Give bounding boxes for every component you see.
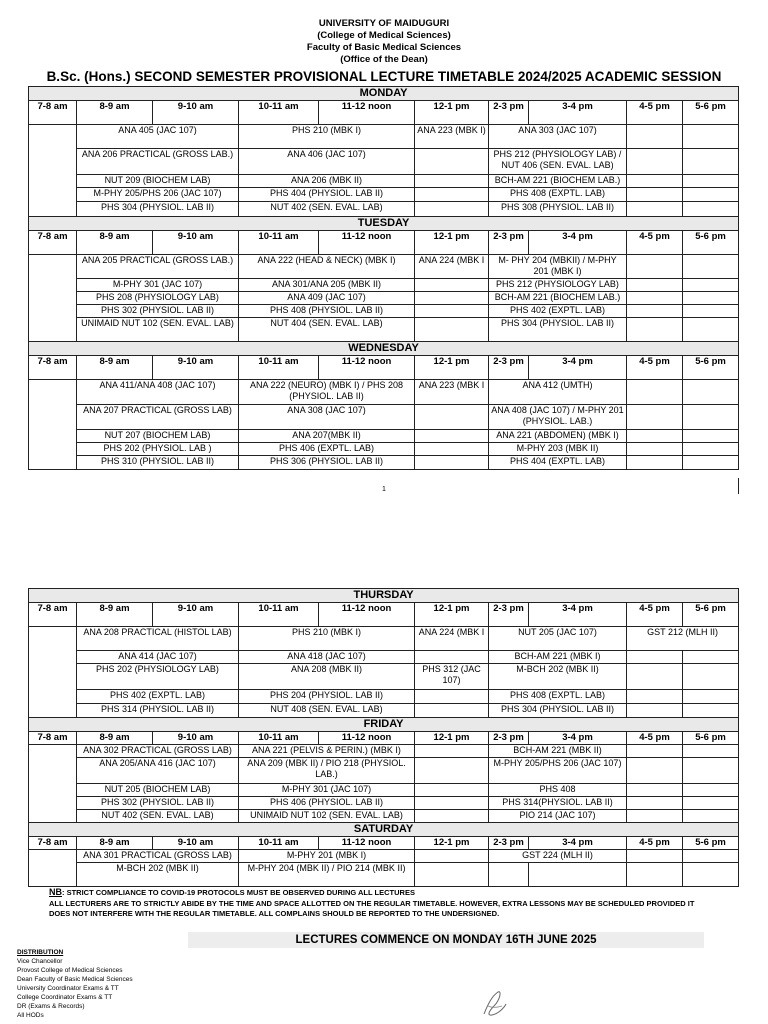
empty-cell [627,305,683,318]
day-tuesday: TUESDAY [29,217,739,231]
class-cell: PHS 212 (PHYSIOLOGY LAB) [489,279,627,292]
empty-cell [415,850,489,863]
empty-cell [627,443,683,456]
slot-header: 11-12 noon [319,101,415,125]
class-cell: PHS 308 (PHYSIOL. LAB II) [489,202,627,217]
empty-cell [627,292,683,305]
class-cell: PHS 302 (PHYSIOL. LAB II) [77,305,239,318]
class-cell: PHS 210 (MBK I) [239,125,415,149]
slot-header: 2-3 pm [489,231,529,255]
empty-cell [683,292,739,305]
class-cell: BCH-AM 221 (MBK II) [489,745,627,758]
slot-header: 5-6 pm [683,732,739,745]
class-cell: GST 212 (MLH II) [627,627,739,651]
distribution-item: DR (Exams & Records) [17,1003,85,1010]
slot-header: 2-3 pm [489,732,529,745]
class-cell: ANA 208 (MBK II) [239,664,415,690]
class-cell: M-PHY 301 (JAC 107) [239,784,415,797]
slot-header: 7-8 am [29,101,77,125]
header-line: UNIVERSITY OF MAIDUGURI [318,18,450,29]
empty-cell [683,456,739,470]
class-cell: ANA 408 (JAC 107) / M-PHY 201 (PHYSIOL. LAB.) [489,405,627,430]
class-cell: ANA 301 PRACTICAL (GROSS LAB) [77,850,239,863]
class-cell: ANA 221 (ABDOMEN) (MBK I) [489,430,627,443]
empty-cell [627,810,683,823]
slot-header: 12-1 pm [415,231,489,255]
empty-cell [627,651,683,664]
slot-header: 8-9 am [77,101,153,125]
empty-cell [627,430,683,443]
slot-header: 5-6 pm [683,231,739,255]
empty-cell [683,149,739,175]
empty-cell [683,202,739,217]
empty-cell [683,651,739,664]
empty-cell [683,430,739,443]
empty-cell [627,188,683,202]
empty-cell [415,430,489,443]
empty-cell [683,863,739,887]
empty-cell [627,279,683,292]
class-cell: ANA 208 PRACTICAL (HISTOL LAB) [77,627,239,651]
class-cell: M-PHY 203 (MBK II) [489,443,627,456]
empty-cell [627,850,683,863]
distribution-item: College Coordinator Exams & TT [17,994,113,1001]
class-cell: ANA 409 (JAC 107) [239,292,415,305]
class-cell: M-PHY 204 (MBK II) / PIO 214 (MBK II) [239,863,415,887]
slot-header: 5-6 pm [683,101,739,125]
slot-header: 4-5 pm [627,837,683,850]
distribution-list [17,948,133,1020]
class-cell: ANA 412 (UMTH) [489,380,627,405]
class-cell: PHS 312 (JAC 107) [415,664,489,690]
slot-header: 4-5 pm [627,356,683,380]
class-cell: ANA 205/ANA 416 (JAC 107) [77,758,239,784]
class-cell: NUT 205 (BIOCHEM LAB) [77,784,239,797]
slot-header: 12-1 pm [415,732,489,745]
empty-cell [683,797,739,810]
class-cell: PHS 310 (PHYSIOL. LAB II) [77,456,239,470]
class-cell: NUT 402 (SEN. EVAL. LAB) [239,202,415,217]
class-cell: M- PHY 204 (MBKII) / M-PHY 201 (MBK I) [489,255,627,279]
class-cell: PHS 304 (PHYSIOL. LAB II) [489,704,627,718]
empty-cell [683,255,739,279]
empty-cell [29,745,77,823]
empty-cell [415,651,489,664]
day-wednesday: WEDNESDAY [29,342,739,356]
class-cell: PHS 408 (EXPTL. LAB) [489,188,627,202]
empty-cell [29,255,77,342]
class-cell: ANA 207 PRACTICAL (GROSS LAB) [77,405,239,430]
empty-cell [415,188,489,202]
empty-cell [415,797,489,810]
class-cell: ANA 302 PRACTICAL (GROSS LAB) [77,745,239,758]
slot-header: 4-5 pm [627,603,683,627]
slot-header: 2-3 pm [489,101,529,125]
slot-header: 2-3 pm [489,603,529,627]
slot-header: 9-10 am [153,101,239,125]
notes-block [49,887,709,920]
empty-cell [627,125,683,149]
class-cell: PHS 406 (EXPTL. LAB) [239,443,415,456]
empty-cell [627,690,683,704]
class-cell: ANA 308 (JAC 107) [239,405,415,430]
empty-cell [683,704,739,718]
empty-cell [415,456,489,470]
empty-cell [627,863,683,887]
day-friday: FRIDAY [29,718,739,732]
slot-header: 12-1 pm [415,603,489,627]
class-cell: NUT 207 (BIOCHEM LAB) [77,430,239,443]
class-cell: PHS 408 [489,784,627,797]
slot-header: 12-1 pm [415,837,489,850]
class-cell: M-PHY 201 (MBK I) [239,850,415,863]
class-cell: PHS 408 (PHYSIOL. LAB II) [239,305,415,318]
slot-header: 10-11 am [239,101,319,125]
slot-header: 3-4 pm [529,356,627,380]
slot-header: 3-4 pm [529,101,627,125]
class-cell: ANA 207(MBK II) [239,430,415,443]
slot-header: 9-10 am [153,732,239,745]
empty-cell [683,188,739,202]
empty-cell [29,125,77,217]
class-cell: PHS 208 (PHYSIOLOGY LAB) [77,292,239,305]
empty-cell [627,202,683,217]
slot-header: 10-11 am [239,356,319,380]
slot-header: 8-9 am [77,356,153,380]
slot-header: 12-1 pm [415,101,489,125]
empty-cell [627,758,683,784]
class-cell: ANA 222 (HEAD & NECK) (MBK I) [239,255,415,279]
distribution-item: Vice Chancellor [17,958,63,965]
distribution-item: University Coordinator Exams & TT [17,985,119,992]
empty-cell [415,175,489,188]
slot-header: 5-6 pm [683,837,739,850]
empty-cell [415,745,489,758]
class-cell: ANA 206 PRACTICAL (GROSS LAB.) [77,149,239,175]
slot-header: 11-12 noon [319,356,415,380]
class-cell: UNIMAID NUT 102 (SEN. EVAL. LAB) [239,810,415,823]
slot-header: 8-9 am [77,603,153,627]
class-cell: BCH-AM 221 (BIOCHEM LAB.) [489,292,627,305]
empty-cell [29,380,77,470]
class-cell: ANA 223 (MBK I) [415,125,489,149]
class-cell: ANA 224 (MBK I [415,255,489,279]
empty-cell [627,255,683,279]
empty-cell [683,443,739,456]
empty-cell [683,305,739,318]
class-cell: PHS 202 (PHYSIOL. LAB ) [77,443,239,456]
empty-cell [415,443,489,456]
note-text: : STRICT COMPLIANCE TO COVID-19 PROTOCOLS MUST BE OBSERVED DURING ALL LECTURES [62,888,415,897]
slot-header: 8-9 am [77,732,153,745]
class-cell: ANA 414 (JAC 107) [77,651,239,664]
empty-cell [627,784,683,797]
slot-header: 9-10 am [153,603,239,627]
empty-cell [683,380,739,405]
slot-header: 8-9 am [77,837,153,850]
empty-cell [627,318,683,342]
empty-cell [683,690,739,704]
empty-cell [683,745,739,758]
distribution-item: Provost College of Medical Sciences [17,967,123,974]
slot-header: 11-12 noon [319,837,415,850]
slot-header: 10-11 am [239,837,319,850]
class-cell: NUT 404 (SEN. EVAL. LAB) [239,318,415,342]
class-cell: PIO 214 (JAC 107) [489,810,627,823]
slot-header: 9-10 am [153,231,239,255]
slot-header: 7-8 am [29,231,77,255]
distribution-item: Dean Faculty of Basic Medical Sciences [17,976,133,983]
empty-cell [627,797,683,810]
header-line: Faculty of Basic Medical Sciences [306,42,462,53]
slot-header: 7-8 am [29,603,77,627]
class-cell: NUT 209 (BIOCHEM LAB) [77,175,239,188]
class-cell: ANA 224 (MBK I [415,627,489,651]
note-text: ALL LECTURERS ARE TO STRICTLY ABIDE BY THE TIME AND SPACE ALLOTTED ON THE REGULAR TIMETABLE. HOWEVER, EXTRA LESSONS MAY BE SCHEDULED PROVIDED IT DOES NOT INTERFERE WITH THE REGULAR TIMETABLE. ALL COMPLAINS SHOULD BE REPORTED TO THE UNDERSIGNED. [49,898,695,918]
slot-header: 2-3 pm [489,837,529,850]
empty-cell [627,664,683,690]
class-cell: PHS 408 (EXPTL. LAB) [489,690,627,704]
class-cell: PHS 304 (PHYSIOL. LAB II) [77,202,239,217]
empty-cell [627,745,683,758]
class-cell: ANA 206 (MBK II) [239,175,415,188]
day-thursday: THURSDAY [29,589,739,603]
day-saturday: SATURDAY [29,823,739,837]
empty-cell [415,704,489,718]
class-cell: M-PHY 205/PHS 206 (JAC 107) [77,188,239,202]
empty-cell [489,863,529,887]
empty-cell [415,405,489,430]
empty-cell [29,850,77,887]
slot-header: 4-5 pm [627,101,683,125]
slot-header: 10-11 am [239,603,319,627]
page-number: 1 [382,486,386,493]
page-title: B.Sc. (Hons.) SECOND SEMESTER PROVISIONAL LECTURE TIMETABLE 2024/2025 ACADEMIC SESSION [46,69,722,84]
university-header [0,18,768,66]
slot-header: 3-4 pm [529,603,627,627]
slot-header: 4-5 pm [627,231,683,255]
empty-cell [529,863,627,887]
class-cell: ANA 301/ANA 205 (MBK II) [239,279,415,292]
class-cell: PHS 402 (EXPTL. LAB) [77,690,239,704]
empty-cell [415,202,489,217]
slot-header: 9-10 am [153,356,239,380]
empty-cell [627,456,683,470]
slot-header: 3-4 pm [529,732,627,745]
distribution-heading: DISTRIBUTION [17,949,64,956]
distribution-item: All HODs [17,1012,44,1019]
slot-header: 7-8 am [29,837,77,850]
slot-header: 9-10 am [153,837,239,850]
empty-cell [683,125,739,149]
class-cell: ANA 205 PRACTICAL (GROSS LAB.) [77,255,239,279]
class-cell: PHS 306 (PHYSIOL. LAB II) [239,456,415,470]
empty-cell [683,279,739,292]
header-line: (Office of the Dean) [340,54,428,65]
empty-cell [29,627,77,718]
header-line: (College of Medical Sciences) [317,30,451,41]
class-cell: ANA 221 (PELVIS & PERIN.) (MBK I) [239,745,415,758]
empty-cell [415,305,489,318]
empty-cell [683,810,739,823]
empty-cell [415,149,489,175]
class-cell: PHS 406 (PHYSIOL. LAB II) [239,797,415,810]
empty-cell [415,810,489,823]
slot-header: 4-5 pm [627,732,683,745]
slot-header: 11-12 noon [319,231,415,255]
slot-header: 8-9 am [77,231,153,255]
class-cell: ANA 303 (JAC 107) [489,125,627,149]
class-cell: ANA 209 (MBK II) / PIO 218 (PHYSIOL. LAB.) [239,758,415,784]
class-cell: M-BCH 202 (MBK II) [489,664,627,690]
class-cell: NUT 205 (JAC 107) [489,627,627,651]
empty-cell [415,279,489,292]
slot-header: 2-3 pm [489,356,529,380]
slot-header: 12-1 pm [415,356,489,380]
class-cell: BCH-AM 221 (BIOCHEM LAB.) [489,175,627,188]
class-cell: PHS 210 (MBK I) [239,627,415,651]
empty-cell [627,405,683,430]
class-cell: PHS 314 (PHYSIOL. LAB II) [77,704,239,718]
empty-cell [627,149,683,175]
timetable-monday-wednesday [28,86,739,470]
class-cell: UNIMAID NUT 102 (SEN. EVAL. LAB) [77,318,239,342]
class-cell: NUT 408 (SEN. EVAL. LAB) [239,704,415,718]
slot-header: 7-8 am [29,356,77,380]
slot-header: 3-4 pm [529,837,627,850]
empty-cell [415,758,489,784]
class-cell: GST 224 (MLH II) [489,850,627,863]
class-cell: NUT 402 (SEN. EVAL. LAB) [77,810,239,823]
slot-header: 5-6 pm [683,603,739,627]
empty-cell [683,664,739,690]
slot-header: 11-12 noon [319,603,415,627]
slot-header: 10-11 am [239,732,319,745]
empty-cell [415,784,489,797]
class-cell: PHS 402 (EXPTL. LAB) [489,305,627,318]
empty-cell [683,758,739,784]
class-cell: ANA 222 (NEURO) (MBK I) / PHS 208 (PHYSIOL. LAB II) [239,380,415,405]
class-cell: ANA 405 (JAC 107) [77,125,239,149]
empty-cell [415,292,489,305]
note-covid [49,887,709,899]
slot-header: 10-11 am [239,231,319,255]
nb-label: NB [49,887,62,897]
timetable-thursday-saturday [28,588,739,887]
day-monday: MONDAY [29,87,739,101]
class-cell: PHS 404 (PHYSIOL. LAB II) [239,188,415,202]
class-cell: ANA 418 (JAC 107) [239,651,415,664]
class-cell: PHS 212 (PHYSIOLOGY LAB) / NUT 406 (SEN. EVAL. LAB) [489,149,627,175]
slot-header: 5-6 pm [683,356,739,380]
class-cell: BCH-AM 221 (MBK I) [489,651,627,664]
empty-cell [683,175,739,188]
slot-header: 7-8 am [29,732,77,745]
class-cell: ANA 406 (JAC 107) [239,149,415,175]
signature-image [476,986,512,1022]
empty-cell [415,690,489,704]
class-cell: M-PHY 301 (JAC 107) [77,279,239,292]
empty-cell [627,380,683,405]
empty-cell [627,175,683,188]
empty-cell [683,784,739,797]
slot-header: 11-12 noon [319,732,415,745]
empty-cell [415,863,489,887]
empty-cell [415,318,489,342]
class-cell: M-PHY 205/PHS 206 (JAC 107) [489,758,627,784]
empty-cell [683,850,739,863]
slot-header: 3-4 pm [529,231,627,255]
class-cell: PHS 304 (PHYSIOL. LAB II) [489,318,627,342]
class-cell: PHS 204 (PHYSIOL. LAB II) [239,690,415,704]
commence-banner: LECTURES COMMENCE ON MONDAY 16TH JUNE 2025 [188,932,704,948]
class-cell: PHS 202 (PHYSIOLOGY LAB) [77,664,239,690]
empty-cell [683,318,739,342]
class-cell: ANA 223 (MBK I [415,380,489,405]
class-cell: ANA 411/ANA 408 (JAC 107) [77,380,239,405]
class-cell: PHS 404 (EXPTL. LAB) [489,456,627,470]
class-cell: PHS 302 (PHYSIOL. LAB II) [77,797,239,810]
class-cell: M-BCH 202 (MBK II) [77,863,239,887]
class-cell: PHS 314(PHYSIOL. LAB II) [489,797,627,810]
empty-cell [683,405,739,430]
empty-cell [627,704,683,718]
